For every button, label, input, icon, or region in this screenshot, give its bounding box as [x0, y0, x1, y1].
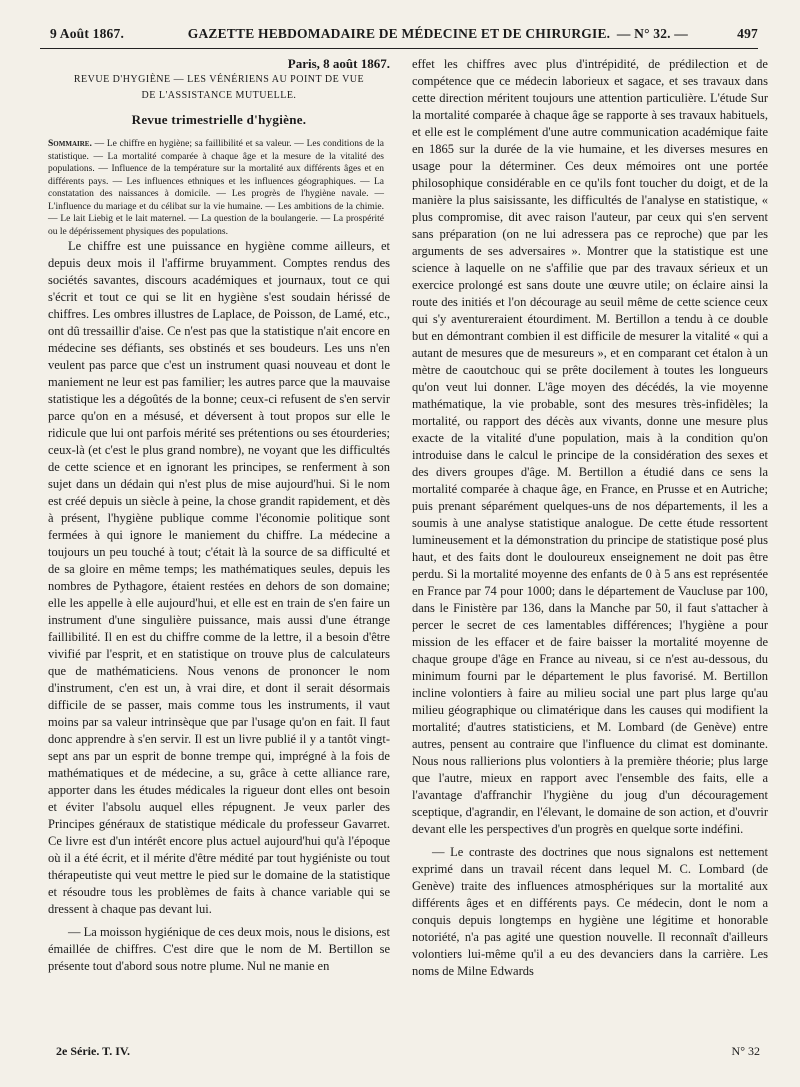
header-issue: — N° 32. —	[616, 26, 688, 41]
right-paragraph-2: — Le contraste des doctrines que nous signalons est nettement exprimé dans un travail récent dans lequel M. C. Lombard (de Genève) traite des influences atmosphériques sur la mortalité aux différents âges et en différents pays. Ce médecin, dont le nom a conquis depuis longtemps en hygiène une légitime et honorable notoriété, n'a pas agité une question nouvelle. Il reconnaît d'ailleurs volontiers lui-même qu'il a eu des devanciers dans la carrière. Les noms de Milne Edwards	[412, 845, 768, 978]
left-column	[48, 56, 390, 975]
page-footer	[56, 1044, 760, 1060]
summary	[48, 138, 390, 238]
header-date: 9 Août 1867.	[50, 26, 125, 41]
left-paragraph-2: — La moisson hygiénique de ces deux mois, nous le disions, est émaillée de chiffres. C'est dire que le nom de M. Bertillon se présente tout d'abord sous notre plume. Nul ne manie en	[48, 925, 390, 973]
right-paragraph-1: effet les chiffres avec plus d'intrépidité, de prédilection et de compétence que ce médecin laborieux et sagace, et ses travaux dans cette direction méritent toujours une attention particulière. L'étude Sur la mortalité comparée à chaque âge se rapporte à ses travaux habituels, et elle est le complément d'une autre communication académique faite en 1865 sur la durée de la vie humaine, et les diverses mesures en usage pour la déterminer. Ces deux mémoires ont une portée philosophique considérable en ce qu'ils font toucher du doigt, et de la manière la plus saisissante, les difficultés de l'analyse en statistique, « plus compromise, dit avec raison l'auteur, par ceux qui s'en servent sans préparation (on ne lui adressera pas ce reproche) que par les arguments de ses adversaires ». Montrer que la statistique est une science à laquelle on ne s'affilie que par des travaux sérieux et un exercice prolongé est sans doute une œuvre utile; on éclaire ainsi la route des initiés et l'on décourage au seuil même de cette science ceux qui s'y aventureraient étourdiment. M. Bertillon a tendu à ce double but en démontrant combien il est difficile de mesurer la vitalité « qui a autant de mesures que de mesureurs », et en comparant cet étalon à un mètre de caoutchouc qui se prête docilement à toutes les longueurs qu'on veut lui donner. L'âge moyen des décédés, la vie moyenne mathématique, la vie probable, sont des mesures très-infidèles; la mortalité, ou rapport des décès aux vivants, donne une mesure plus exacte de la vitalité d'une population, mais à la condition qu'on introduise dans le calcul le principe de la considération des sexes et des divers groupes d'âge. M. Bertillon a étudié dans ce sens la mortalité comparée à chaque âge, en France, en Prusse et en Autriche; puis prenant séparément quelques-uns de nos départements, il les a soumis à une analyse statistique analogue. De cette étude ressortent lumineusement et la démonstration du principe de statistique posé plus haut, et des faits dont le douloureux enseignement ne doit pas être perdu. Si la mortalité moyenne des enfants de 0 à 5 ans est représentée en France par 74 pour 1000; dans le département de Vaucluse par 100, dans le Finistère par 136, dans la Manche par 50, il faut s'attacher à percer le secret de ces lamentables différences; l'hygiène a pour mission de les effacer et de faire baisser la mortalité moyenne de chaque groupe d'âge en France au niveau, si ce n'est au-dessous, du minimum fourni par le département le plus favorisé. M. Bertillon incline volontiers à faire au milieu social une part plus large qu'au milieu géographique ou climatérique dans les causes qui modifient la mortalité; d'autres statisticiens, et M. Lombard (de Genève) entre autres, pensent au contraire que l'influence du climat est dominante. Nous nous rallierions plus volontiers à la première théorie; plus large que l'autre, mieux en rapport avec l'ensemble des faits, elle a l'avantage d'affranchir l'hygiène du joug d'un découragement sceptique, d'agrandir, en l'élevant, le domaine de son action, et d'ouvrir devant elle les perspectives d'un progrès en quelque sorte indéfini.	[412, 57, 768, 836]
revue-subtitle	[48, 72, 390, 104]
revue-subtitle-line-1: REVUE D'HYGIÈNE — LES VÉNÉRIENS AU POINT DE VUE	[73, 74, 365, 85]
section-title: Revue trimestrielle d'hygiène.	[131, 112, 307, 127]
left-paragraph-1: Le chiffre est une puissance en hygiène comme ailleurs, et depuis deux mois il l'affirme bruyamment. Comptes rendus des sociétés savantes, discours académiques et journaux, tout ce qui s'écrit et tout ce qui se lit en hygiène s'est soudain hérissé de chiffres. Les ombres illustres de Laplace, de Poisson, de Lamé, etc., ont dû tressaillir d'aise. Ce n'est pas que la statistique n'ait encore en médecine ses défiants, ses obstinés et ses boudeurs. Les uns n'en veulent pas parce que c'est un instrument quasi nouveau et dont le maniement ne leur est pas familier; les autres parce que la mauvaise statistique les a dégoûtés de la bonne; ceux-ci refusent de s'en servir parce qu'on en a mésusé, et déversent à tout propos sur elle le ridicule que lui ont parfois mérité ses prétentions ou ses étourderies; ceux-là (et c'est le plus grand nombre), ne voyant que les difficultés de cette science et en ignorant les principes, se renferment à son sujet dans un dédain qui n'est plus de mise aujourd'hui. Si le nom est créé depuis un siècle à peine, la chose grandit rapidement, et dès à présent, l'hygiène publique comme l'économie politique sont fermées à qui ignore le maniement du chiffre. La médecine a toujours un peu touché à tout; c'était là la source de sa difficulté et de sa gloire en même temps; les mathématiques seules, depuis les nombres de Pythagore, étaient restées en dehors de son domaine; elle les appelle à elle aujourd'hui, et elle est en train de s'en faire un instrument d'une singulière puissance, mais aussi d'une étrange faillibilité. Il en est du chiffre comme de la lettre, il a besoin d'être vivifié par l'esprit, et en statistique on trouve plus de calculateurs que de mathématiciens. Nous venons de prononcer le nom d'instrument, c'en est un, à vrai dire, et dont il serait désormais difficile de se passer, mais comme tous les instruments, il vaut moins par sa valeur intrinsèque que par l'usage qu'on en fait. Il faut donc apprendre à s'en servir. Il est un livre publié il y a tantôt vingt-sept ans par un esprit de bonne trempe qui, imprégné à la fois de mathématiques et de médecine, a su, grâce à cette alliance rare, apporter dans les études médicales la rigueur dont elles ont besoin et éviter l'absolu auquel elles répugnent. Je veux parler des Principes généraux de statistique médicale du professeur Gavarret. Ce livre est d'un intérêt encore plus actuel aujourd'hui qu'à l'époque où il a été écrit, et il mérite d'être médité par tout hygiéniste ou tout thérapeutiste qui veut mettre le pied sur le domaine de la statistique et résoudre tous les problèmes de faits à chance variable qui se dressent à chaque pas devant lui.	[48, 239, 390, 916]
running-header	[40, 24, 758, 49]
page-number: 497	[737, 26, 758, 41]
summary-label: Sommaire.	[48, 139, 92, 149]
right-column	[412, 56, 768, 980]
header-title: GAZETTE HEBDOMADAIRE DE MÉDECINE ET DE CHIRURGIE.	[187, 26, 611, 41]
revue-subtitle-line-2: DE L'ASSISTANCE MUTUELLE.	[141, 90, 297, 101]
summary-text: — Le chiffre en hygiène; sa faillibilité et sa valeur. — Les conditions de la statistique. — La mortalité comparée à chaque âge et la mesure de la vitalité des populations. — Influence de la température sur la mortalité aux différents âges et en différents pays. — Les influences ethniques et les influences géographiques. — La constatation des naissances à domicile. — Les progrès de l'hygiène navale. — L'influence du mariage et du célibat sur la vie humaine. — Les ambitions de la chimie. — Le lait Liebig et le lait maternel. — La question de la boulangerie. — La prospérité ou le dépérissement physiques des populations.	[48, 139, 384, 237]
dateline: Paris, 8 août 1867.	[287, 56, 390, 71]
series-volume: 2e Série. T. IV.	[56, 1044, 130, 1058]
signature-mark: N° 32	[731, 1044, 760, 1058]
